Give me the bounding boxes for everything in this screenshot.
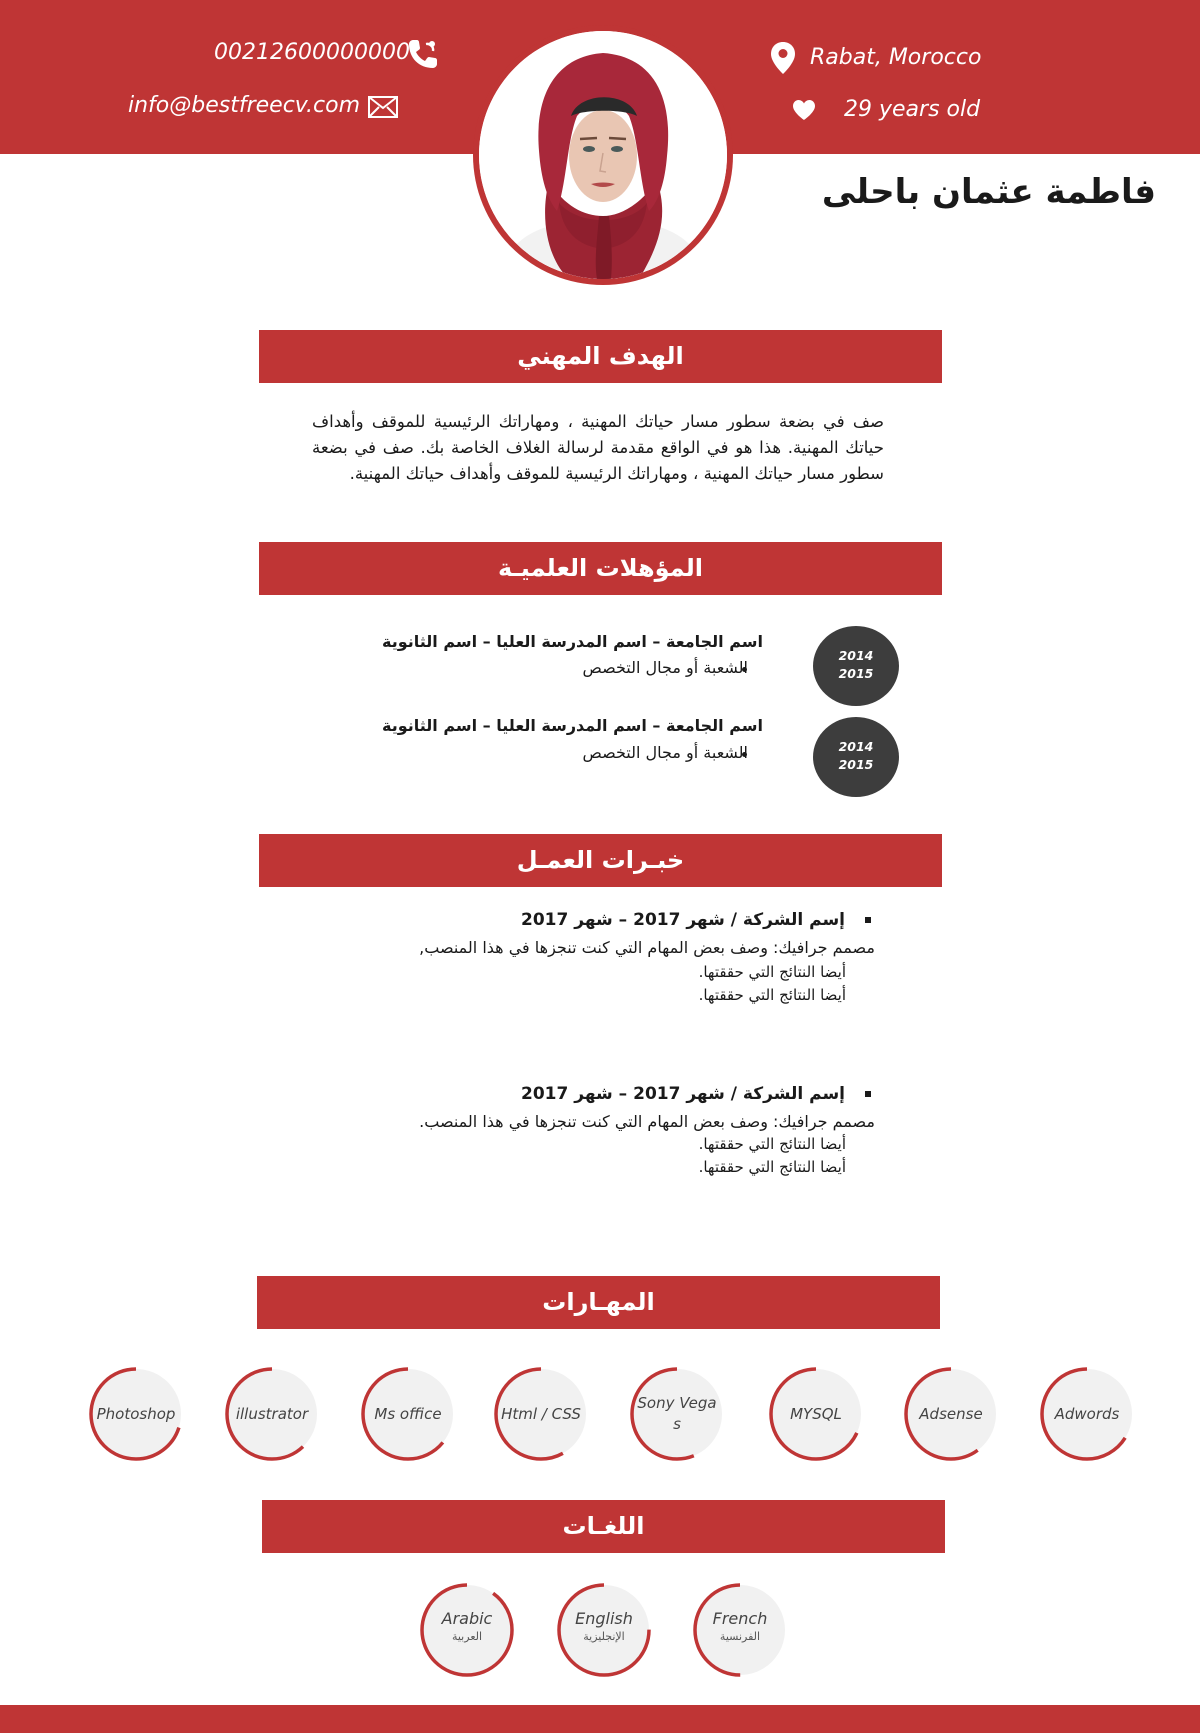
- skill-item: [224, 1366, 320, 1462]
- language-name: English: [575, 1609, 633, 1628]
- objective-header: الهدف المهني: [259, 330, 942, 383]
- language-item: [419, 1582, 515, 1678]
- education-year-badge: [813, 626, 899, 706]
- language-native-name: الإنجليزية: [583, 1630, 625, 1643]
- skill-item: [903, 1366, 999, 1462]
- skill-label: Html / CSS: [501, 1404, 581, 1423]
- education-institution: اسم الجامعة – اسم المدرسة العليا – اسم الثانوية: [381, 632, 763, 651]
- education-field: الشعبة أو مجال التخصص: [582, 658, 748, 677]
- skill-label: Adsense: [919, 1404, 983, 1423]
- year-end: 2015: [838, 666, 874, 681]
- skill-item: [1039, 1366, 1135, 1462]
- skill-item: [629, 1366, 725, 1462]
- language-item: [556, 1582, 652, 1678]
- experience-description: مصمم جرافيك: وصف بعض المهام التي كنت تنجزها في هذا المنصب.: [419, 1112, 875, 1131]
- full-name: فاطمة عثمان باحلى: [821, 172, 1156, 212]
- envelope-icon: [367, 95, 399, 123]
- year-start: 2014: [838, 739, 874, 754]
- experience-result: أيضا النتائج التي حققتها.: [698, 1158, 846, 1176]
- skill-label: Ms office: [374, 1404, 442, 1423]
- experience-company: إسم الشركة / شهر 2017 – شهر 2017: [521, 910, 845, 930]
- experience-result: أيضا النتائج التي حققتها.: [698, 963, 846, 981]
- experience-result: أيضا النتائج التي حققتها.: [698, 1135, 846, 1153]
- skill-label: MYSQL: [790, 1404, 842, 1423]
- skill-label: Photoshop: [96, 1404, 176, 1423]
- heart-icon: [792, 99, 816, 125]
- footer-band: [0, 1705, 1200, 1733]
- email-address: info@bestfreecv.com: [128, 93, 361, 118]
- skill-label: Sony Vegas: [637, 1394, 717, 1433]
- language-item: [692, 1582, 788, 1678]
- location-text: Rabat, Morocco: [810, 45, 982, 70]
- location-pin-icon: [770, 41, 796, 79]
- phone-number: 00212600000000: [214, 40, 410, 65]
- age-text: 29 years old: [844, 97, 981, 122]
- objective-text: صف في بضعة سطور مسار حياتك المهنية ، ومهاراتك الرئيسية للموقف وأهداف حياتك المهنية. هذا هو في الواقع مقدمة لرسالة الغلاف الخاصة بك. صف في بضعة سطور مسار حياتك المهنية ، ومهاراتك الرئيسية للموقف وأهداف حياتك المهنية.: [312, 412, 884, 483]
- skill-item: [768, 1366, 864, 1462]
- avatar: [479, 31, 727, 279]
- phone-icon: [405, 36, 441, 76]
- language-native-name: العربية: [451, 1630, 483, 1643]
- bullet: [865, 1091, 871, 1097]
- language-name: Arabic: [441, 1609, 493, 1628]
- bullet: [865, 917, 871, 923]
- skill-item: [88, 1366, 184, 1462]
- skill-label: Adwords: [1054, 1404, 1120, 1423]
- year-end: 2015: [838, 757, 874, 772]
- experience-company: إسم الشركة / شهر 2017 – شهر 2017: [521, 1084, 845, 1104]
- education-year-badge: [813, 717, 899, 797]
- education-institution: اسم الجامعة – اسم المدرسة العليا – اسم الثانوية: [381, 716, 763, 735]
- skills-header: المهـارات: [257, 1276, 940, 1329]
- education-header: المؤهلات العلميـة: [259, 542, 942, 595]
- education-field: الشعبة أو مجال التخصص: [582, 743, 748, 762]
- skill-item: [360, 1366, 456, 1462]
- language-name: French: [712, 1609, 768, 1628]
- year-start: 2014: [838, 648, 874, 663]
- languages-header: اللغـات: [262, 1500, 945, 1553]
- language-native-name: الفرنسية: [719, 1630, 761, 1643]
- skill-item: [493, 1366, 589, 1462]
- experience-header: خبـرات العمـل: [259, 834, 942, 887]
- skill-label: illustrator: [235, 1404, 309, 1423]
- experience-result: أيضا النتائج التي حققتها.: [698, 986, 846, 1004]
- experience-description: مصمم جرافيك: وصف بعض المهام التي كنت تنجزها في هذا المنصب,: [419, 938, 875, 957]
